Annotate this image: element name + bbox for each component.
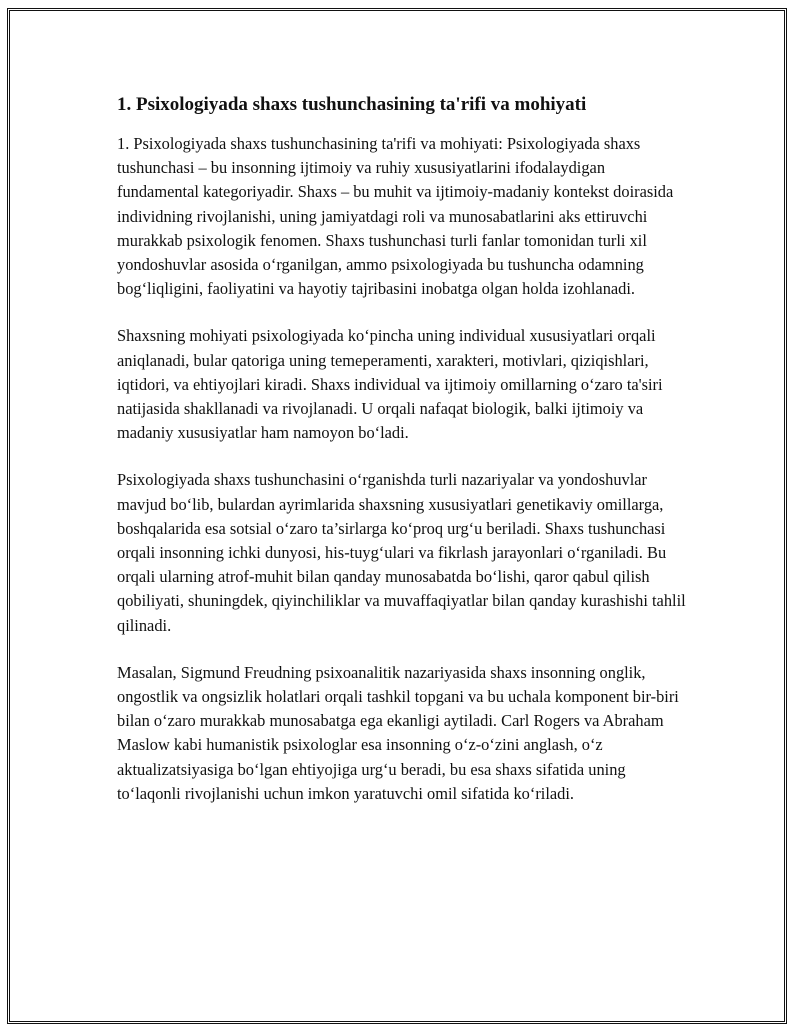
paragraph-examples: Masalan, Sigmund Freudning psixoanalitik nazariyasida shaxs insonning onglik, ongostlik va ongsizlik holatlari orqali tashkil topgani va bu uchala komponent bir-biri bilan o‘zaro murakkab munosabatga ega ekanligi aytiladi. Carl Rogers va Abraham Maslow kabi humanistik psixologlar esa insonning o‘z-o‘zini anglash, o‘z aktualizatsiyasiga bo‘lgan ehtiyojiga urg‘u beradi, bu esa shaxs sifatida uning to‘laqonli rivojlanishi uchun imkon yaratuvchi omil sifatida ko‘riladi. [117, 662, 679, 803]
document-body [117, 92, 687, 829]
paragraph-essence: Shaxsning mohiyati psixologiyada ko‘pincha uning individual xususiyatlari orqali aniqlanadi, bular qatoriga uning temeperamenti, xarakteri, motivlari, qiziqishlari, iqtidori, va ehtiyojlari kiradi. Shaxs individual va ijtimoiy omillarning o‘zaro ta'siri natijasida shakllanadi va rivojlanadi. U orqali nafaqat biologik, balki ijtimoiy va madaniy xususiyatlar ham namoyon bo‘ladi. [117, 326, 663, 443]
paragraph-theories: Psixologiyada shaxs tushunchasini o‘rganishda turli nazariyalar va yondoshuvlar mavjud bo‘lib, bulardan ayrimlarida shaxsning xususiyatlari genetikaviy omillarga, boshqalarida esa sotsial o‘zaro ta’sirlarga ko‘proq urg‘u beriladi. Shaxs tushunchasi orqali insonning ichki dunyosi, his-tuyg‘ulari va fikrlash jarayonlari o‘rganiladi. Bu orqali ularning atrof-muhit bilan qanday munosabatda bo‘lishi, qaror qabul qilish qobiliyati, shuningdek, qiyinchiliklar va muvaffaqiyatlar bilan qanday kurashishi tahlil qilinadi. [117, 470, 686, 635]
paragraph-definition: 1. Psixologiyada shaxs tushunchasining ta'rifi va mohiyati: Psixologiyada shaxs tushunchasi – bu insonning ijtimoiy va ruhiy xususiyatlarini ifodalaydigan fundamental kategoriyadir. Shaxs – bu muhit va ijtimoiy-madaniy kontekst doirasida individning rivojlanishi, uning jamiyatdagi roli va munosabatlarini aks ettiruvchi murakkab psixologik fenomen. Shaxs tushunchasi turli fanlar tomonidan turli xil yondoshuvlar asosida o‘rganilgan, ammo psixologiyada bu tushuncha odamning bog‘liqligini, faoliyatini va hayotiy tajribasini inobatga olgan holda izohlanadi. [117, 134, 674, 299]
document-title: 1. Psixologiyada shaxs tushunchasining ta'rifi va mohiyati [117, 94, 587, 115]
